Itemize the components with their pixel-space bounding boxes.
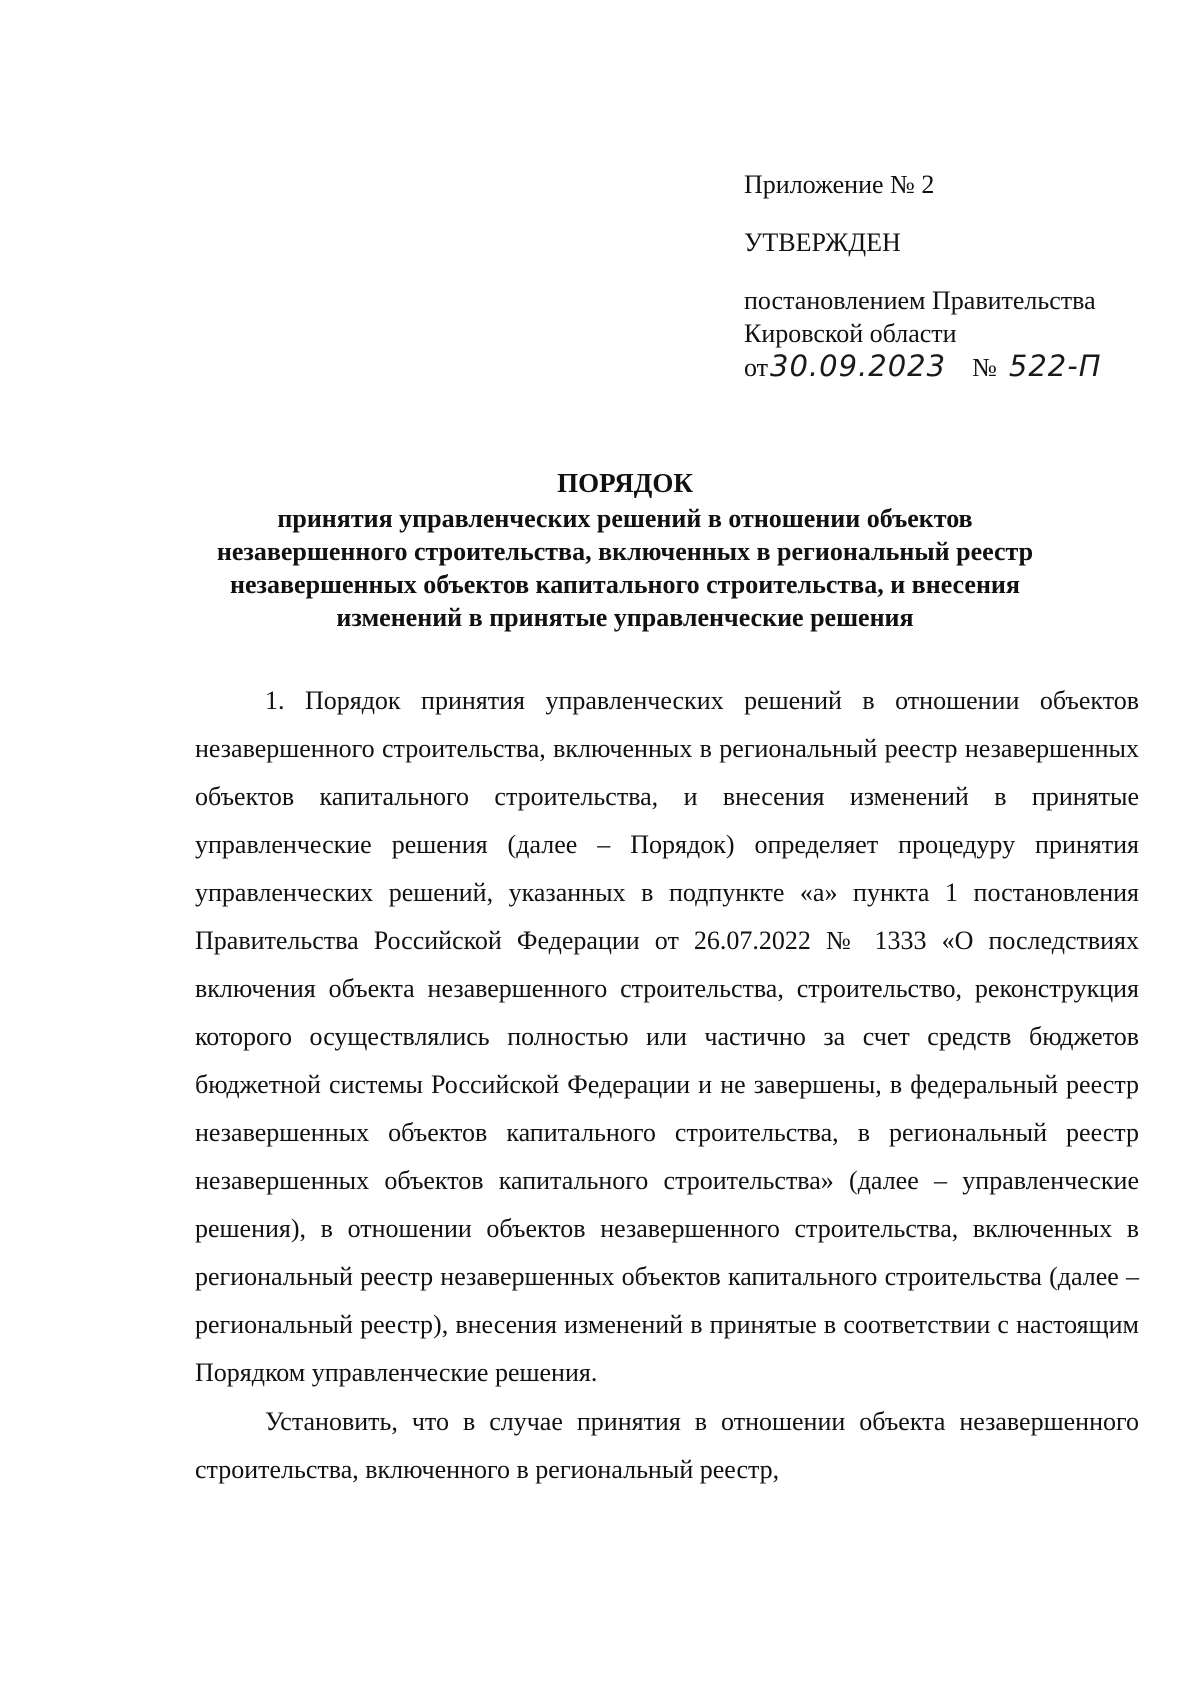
- subtitle-line: незавершенных объектов капитального строительства, и внесения: [230, 570, 1020, 599]
- number-prefix: №: [972, 353, 997, 382]
- decree-line-2: Кировской области: [744, 319, 957, 348]
- decree-line-1: постановлением Правительства: [744, 286, 1096, 315]
- date-prefix: от: [744, 353, 769, 382]
- date-number-row: [744, 350, 1164, 384]
- document-body: [195, 677, 1139, 1494]
- approval-block: [744, 168, 1164, 384]
- document-title-block: [150, 467, 1100, 634]
- paragraph-2: Установить, что в случае принятия в отношении объекта незавершенного строительства, включенного в региональный реестр,: [195, 1407, 1139, 1484]
- appendix-label: Приложение № 2: [744, 170, 935, 199]
- handwritten-date: 30.09.2023: [770, 349, 947, 383]
- subtitle-line: изменений в принятые управленческие решения: [336, 603, 914, 632]
- paragraph-1: 1. Порядок принятия управленческих решений в отношении объектов незавершенного строительства, включенных в региональный реестр незавершенных объектов капитального строительства, и внесения изменений в принятые управленческие решения (далее – Порядок) определяет процедуру принятия управленческих решений, указанных в подпункте «а» пункта 1 постановления Правительства Российской Федерации от 26.07.2022 № 1333 «О последствиях включения объекта незавершенного строительства, строительство, реконструкция которого осуществлялись полностью или частично за счет средств бюджетов бюджетной системы Российской Федерации и не завершены, в федеральный реестр незавершенных объектов капитального строительства, в региональный реестр незавершенных объектов капитального строительства» (далее – управленческие решения), в отношении объектов незавершенного строительства, включенных в региональный реестр незавершенных объектов капитального строительства (далее – региональный реестр), внесения изменений в принятые в соответствии с настоящим Порядком управленческие решения.: [195, 686, 1139, 1387]
- subtitle-line: принятия управленческих решений в отношении объектов: [277, 504, 973, 533]
- approved-label: УТВЕРЖДЕН: [744, 228, 901, 257]
- document-title: ПОРЯДОК: [557, 468, 693, 498]
- handwritten-number: 522-П: [1008, 349, 1102, 383]
- subtitle-line: незавершенного строительства, включенных в региональный реестр: [216, 537, 1034, 566]
